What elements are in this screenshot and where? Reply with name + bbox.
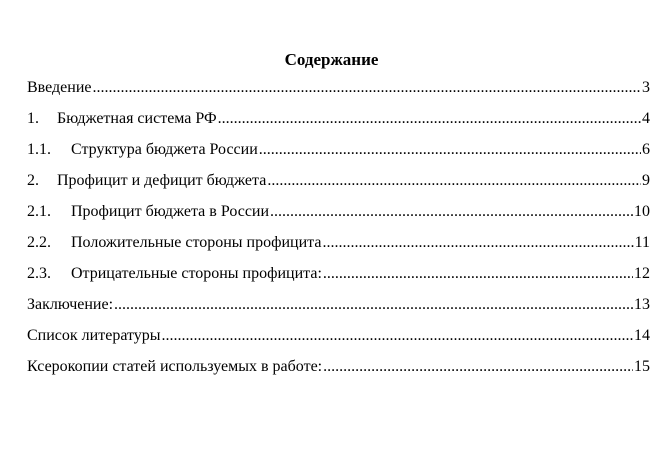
toc-entry-conclusion[interactable] bbox=[27, 289, 650, 320]
toc-entry-page: 14 bbox=[634, 326, 650, 344]
dot-leader bbox=[322, 234, 633, 252]
toc-entry-surplus-deficit[interactable] bbox=[27, 165, 650, 196]
toc-entry-number: 1. bbox=[27, 109, 39, 127]
toc-entry-label: Структура бюджета России bbox=[71, 140, 258, 158]
toc-entry-budget-system[interactable] bbox=[27, 103, 650, 134]
dot-leader bbox=[218, 110, 641, 128]
toc-entry-number: 2.3. bbox=[27, 264, 51, 282]
dot-leader bbox=[270, 203, 633, 221]
toc-entry-page: 6 bbox=[642, 140, 650, 158]
toc-entry-page: 10 bbox=[634, 202, 650, 220]
dot-leader bbox=[323, 265, 633, 283]
dot-leader bbox=[93, 79, 642, 97]
toc-entry-page: 4 bbox=[642, 109, 650, 127]
toc-entry-label: Введение bbox=[27, 78, 92, 96]
toc-entry-number: 2.2. bbox=[27, 233, 51, 251]
toc-entry-number: 2.1. bbox=[27, 202, 51, 220]
toc-entry-page: 13 bbox=[634, 295, 650, 313]
dot-leader bbox=[259, 141, 641, 159]
toc-entry-page: 15 bbox=[634, 357, 650, 375]
toc-entry-surplus-negative[interactable] bbox=[27, 258, 650, 289]
toc-entry-surplus-russia[interactable] bbox=[27, 196, 650, 227]
toc-entry-article-copies[interactable] bbox=[27, 351, 650, 382]
toc-entry-label: Отрицательные стороны профицита: bbox=[71, 264, 322, 282]
toc-entry-budget-structure[interactable] bbox=[27, 134, 650, 165]
table-of-contents bbox=[27, 72, 650, 382]
toc-entry-number: 1.1. bbox=[27, 140, 51, 158]
toc-entry-page: 3 bbox=[642, 78, 650, 96]
toc-entry-label: Список литературы bbox=[27, 326, 161, 344]
dot-leader bbox=[114, 296, 633, 314]
toc-entry-page: 11 bbox=[634, 233, 650, 251]
dot-leader bbox=[162, 327, 633, 345]
dot-leader bbox=[267, 172, 641, 190]
toc-entry-label: Положительные стороны профицита bbox=[71, 233, 322, 251]
toc-entry-label: Ксерокопии статей используемых в работе: bbox=[27, 357, 323, 375]
toc-entry-page: 12 bbox=[634, 264, 650, 282]
toc-entry-label: Профицит бюджета в России bbox=[71, 202, 270, 220]
toc-entry-references[interactable] bbox=[27, 320, 650, 351]
toc-entry-number: 2. bbox=[27, 171, 39, 189]
dot-leader bbox=[323, 358, 633, 376]
toc-entry-introduction[interactable] bbox=[27, 72, 650, 103]
toc-entry-label: Профицит и дефицит бюджета bbox=[57, 171, 267, 189]
toc-entry-label: Бюджетная система РФ bbox=[57, 109, 217, 127]
toc-entry-page: 9 bbox=[642, 171, 650, 189]
toc-title: Содержание bbox=[284, 50, 379, 69]
toc-entry-label: Заключение: bbox=[27, 295, 114, 313]
toc-entry-surplus-positive[interactable] bbox=[27, 227, 650, 258]
